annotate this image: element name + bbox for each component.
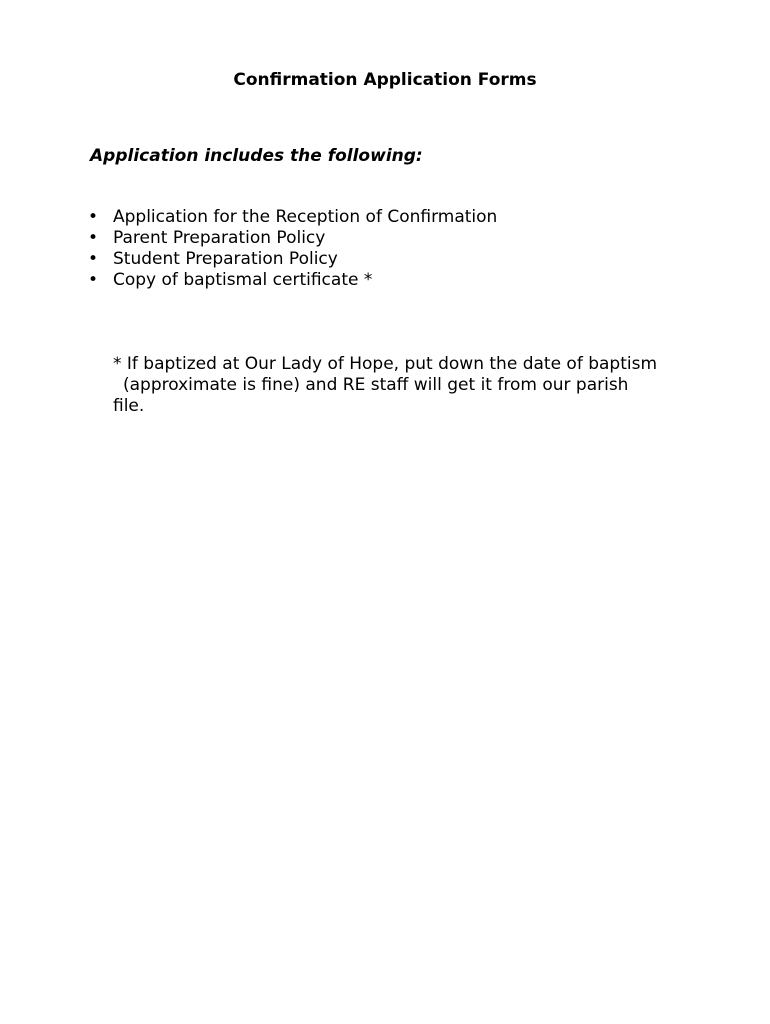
document-title: Confirmation Application Forms bbox=[233, 70, 537, 90]
bullet-icon: • bbox=[88, 249, 99, 269]
footnote-line: * If baptized at Our Lady of Hope, put down the date of baptism bbox=[113, 354, 658, 374]
footnote-line: file. bbox=[113, 396, 145, 416]
list-item-text: Parent Preparation Policy bbox=[113, 228, 326, 248]
list-item bbox=[86, 270, 497, 291]
bullet-icon: • bbox=[88, 270, 99, 290]
list-item bbox=[86, 207, 497, 228]
bullet-icon: • bbox=[88, 228, 99, 248]
list-item bbox=[86, 228, 497, 249]
list-item-text: Application for the Reception of Confirmation bbox=[113, 207, 498, 227]
baptism-footnote bbox=[113, 354, 713, 417]
list-item-text: Student Preparation Policy bbox=[113, 249, 338, 269]
list-item-text: Copy of baptismal certificate * bbox=[113, 270, 373, 290]
bullet-icon: • bbox=[88, 207, 99, 227]
list-item bbox=[86, 249, 497, 270]
section-heading: Application includes the following: bbox=[90, 146, 423, 166]
footnote-line: (approximate is fine) and RE staff will get it from our parish bbox=[123, 375, 629, 395]
requirements-list bbox=[86, 207, 497, 291]
